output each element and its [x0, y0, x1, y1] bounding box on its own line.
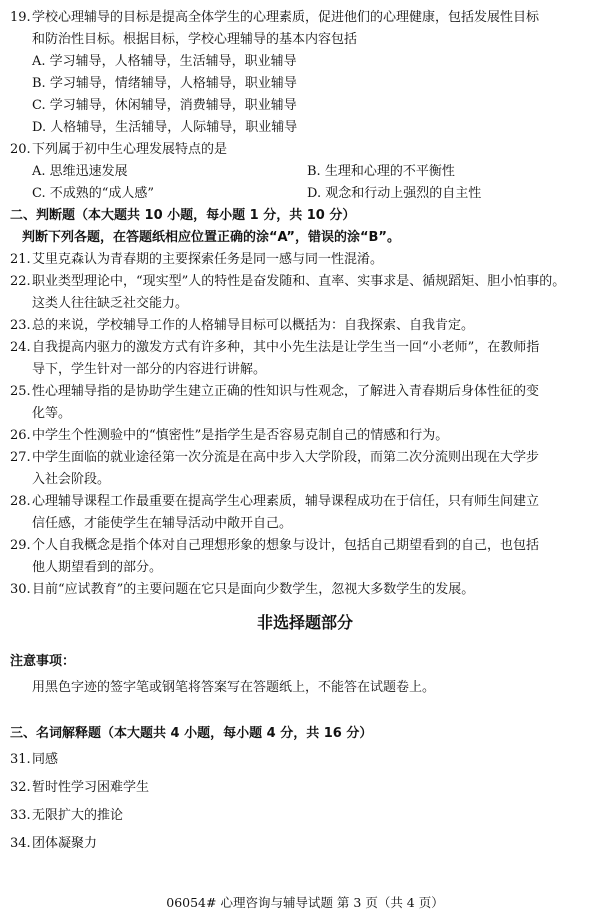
question-29	[10, 535, 600, 579]
question-text-cont: 和防治性目标。根据目标，学校心理辅导的基本内容包括	[32, 32, 358, 47]
question-text: 团体凝聚力	[32, 836, 98, 851]
question-24	[10, 337, 600, 381]
question-number: 24.	[10, 340, 31, 355]
question-text: 中学生个性测验中的“慎密性”是指学生是否容易克制自己的情感和行为。	[32, 428, 449, 443]
question-27	[10, 447, 600, 491]
question-text: 职业类型理论中，“现实型”人的特性是奋发随和、直率、实事求是、循规蹈矩、胆小怕事的。	[32, 274, 566, 289]
question-number: 30.	[10, 582, 31, 597]
true-false-questions	[10, 249, 600, 601]
question-number: 22.	[10, 274, 31, 289]
question-text: 心理辅导课程工作最重要在提高学生心理素质，辅导课程成功在于信任，只有师生间建立	[32, 494, 540, 509]
question-28	[10, 491, 600, 535]
term-questions	[10, 749, 600, 855]
question-text: 中学生面临的就业途径第一次分流是在高中步入大学阶段，而第二次分流则出现在大学步	[32, 450, 540, 465]
question-number: 20.	[10, 142, 31, 157]
question-text: 目前“应试教育”的主要问题在它只是面向少数学生，忽视大多数学生的发展。	[32, 582, 475, 597]
question-text-cont: 信任感，才能使学生在辅导活动中敞开自己。	[32, 516, 293, 531]
question-text: 个人自我概念是指个体对自己理想形象的想象与设计，包括自己期望看到的自己，也包括	[32, 538, 540, 553]
question-19	[10, 7, 600, 139]
part-title: 非选择题部分	[256, 613, 353, 632]
question-31	[10, 749, 600, 771]
question-number: 23.	[10, 318, 31, 333]
question-22	[10, 271, 600, 315]
question-number: 34.	[10, 836, 31, 851]
question-text-cont: 化等。	[32, 406, 72, 421]
question-number: 29.	[10, 538, 31, 553]
option-a: A. 学习辅导，人格辅导，生活辅导，职业辅导	[32, 54, 297, 69]
question-text-cont: 入社会阶段。	[32, 472, 111, 487]
option-c: C. 不成熟的“成人感”	[32, 186, 155, 201]
question-text: 暂时性学习困难学生	[32, 780, 150, 795]
option-d: D. 观念和行动上强烈的自主性	[307, 186, 482, 201]
question-number: 32.	[10, 780, 31, 795]
section-3-title: 三、名词解释题（本大题共 4 小题，每小题 4 分，共 16 分）	[10, 726, 373, 741]
question-number: 31.	[10, 752, 31, 767]
question-text: 下列属于初中生心理发展特点的是	[32, 142, 228, 157]
notice-body: 用黑色字迹的签字笔或钢笔将答案写在答题纸上，不能答在试题卷上。	[32, 680, 436, 695]
question-number: 28.	[10, 494, 31, 509]
question-number: 26.	[10, 428, 31, 443]
question-number: 25.	[10, 384, 31, 399]
notice-heading: 注意事项：	[10, 654, 76, 669]
question-25	[10, 381, 600, 425]
section-2-instruction: 判断下列各题，在答题纸相应位置正确的涂“A”，错误的涂“B”。	[22, 230, 400, 245]
question-text: 同感	[32, 752, 59, 767]
question-text: 总的来说，学校辅导工作的人格辅导目标可以概括为：自我探索、自我肯定。	[32, 318, 475, 333]
option-b: B. 学习辅导，情绪辅导，人格辅导，职业辅导	[32, 76, 297, 91]
question-text: 性心理辅导指的是协助学生建立正确的性知识与性观念，了解进入青春期后身体性征的变	[32, 384, 540, 399]
option-b: B. 生理和心理的不平衡性	[307, 164, 455, 179]
question-text: 无限扩大的推论	[32, 808, 124, 823]
question-number: 21.	[10, 252, 31, 267]
question-21	[10, 249, 600, 271]
question-text: 学校心理辅导的目标是提高全体学生的心理素质，促进他们的心理健康，包括发展性目标	[32, 10, 540, 25]
question-33	[10, 805, 600, 827]
question-number: 33.	[10, 808, 31, 823]
question-30	[10, 579, 600, 601]
section-2-title: 二、判断题（本大题共 10 小题，每小题 1 分，共 10 分）	[10, 208, 356, 223]
question-text-cont: 导下，学生针对一部分的内容进行讲解。	[32, 362, 267, 377]
question-text-cont: 这类人往往缺乏社交能力。	[32, 296, 189, 311]
option-c: C. 学习辅导，休闲辅导，消费辅导，职业辅导	[32, 98, 297, 113]
question-26	[10, 425, 600, 447]
question-34	[10, 833, 600, 855]
question-text-cont: 他人期望看到的部分。	[32, 560, 163, 575]
question-32	[10, 777, 600, 799]
question-number: 27.	[10, 450, 31, 465]
question-20	[10, 139, 600, 205]
page-footer: 06054# 心理咨询与辅导试题 第 3 页（共 4 页）	[166, 895, 444, 910]
question-number: 19.	[10, 10, 31, 25]
question-text: 艾里克森认为青春期的主要探索任务是同一感与同一性混淆。	[32, 252, 384, 267]
question-text: 自我提高内驱力的激发方式有许多种，其中小先生法是让学生当一回“小老师”，在教师指	[32, 340, 540, 355]
question-23	[10, 315, 600, 337]
option-a: A. 思维迅速发展	[32, 164, 128, 179]
option-d: D. 人格辅导，生活辅导，人际辅导，职业辅导	[32, 120, 298, 135]
